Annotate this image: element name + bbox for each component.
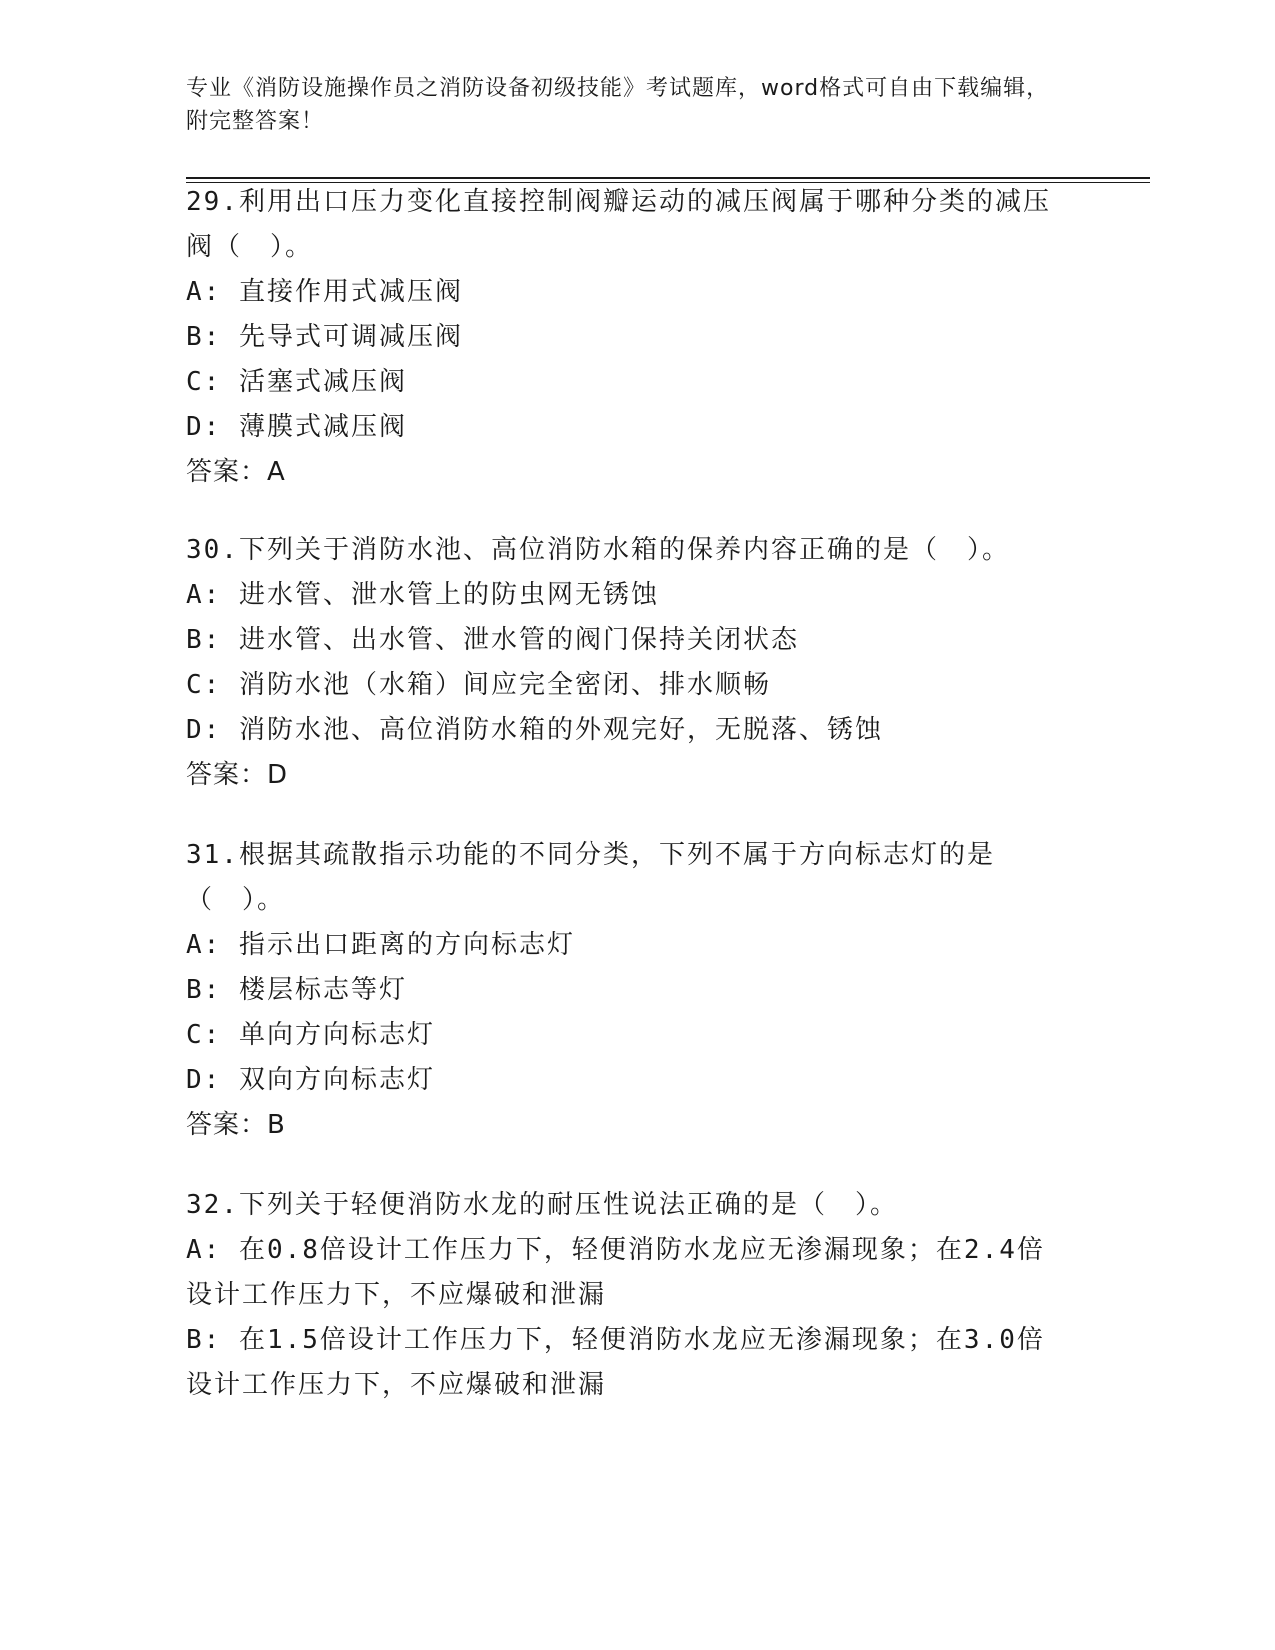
option-a: A: 指示出口距离的方向标志灯 bbox=[186, 930, 575, 960]
document-header bbox=[186, 72, 1066, 138]
question-stem: 29.利用出口压力变化直接控制阀瓣运动的减压阀属于哪种分类的减压阀（ ）。 bbox=[186, 187, 1051, 262]
option-d: D: 消防水池、高位消防水箱的外观完好，无脱落、锈蚀 bbox=[186, 715, 883, 745]
option-c: C: 单向方向标志灯 bbox=[186, 1020, 435, 1050]
option-a: A: 直接作用式减压阀 bbox=[186, 277, 463, 307]
option-a: A: 进水管、泄水管上的防虫网无锈蚀 bbox=[186, 580, 659, 610]
header-intro: 专业《消防设施操作员之消防设备初级技能》考试题库，word格式可自由下载编辑，附完整答案！ bbox=[186, 76, 1050, 134]
question-stem: 31.根据其疏散指示功能的不同分类，下列不属于方向标志灯的是（ ）。 bbox=[186, 840, 995, 915]
question-29 bbox=[186, 180, 1086, 495]
question-32 bbox=[186, 1183, 1086, 1408]
option-d: D: 双向方向标志灯 bbox=[186, 1065, 435, 1095]
option-b: B: 楼层标志等灯 bbox=[186, 975, 407, 1005]
answer: 答案：A bbox=[186, 457, 286, 487]
option-b: B: 进水管、出水管、泄水管的阀门保持关闭状态 bbox=[186, 625, 799, 655]
header-rule-thick bbox=[186, 177, 1150, 179]
question-stem: 30.下列关于消防水池、高位消防水箱的保养内容正确的是（ ）。 bbox=[186, 535, 1010, 565]
option-b: B: 先导式可调减压阀 bbox=[186, 322, 463, 352]
question-30 bbox=[186, 528, 1086, 798]
option-a: A: 在0.8倍设计工作压力下，轻便消防水龙应无渗漏现象；在2.4倍设计工作压力下，不应爆破和泄漏 bbox=[186, 1235, 1045, 1310]
question-stem: 32.下列关于轻便消防水龙的耐压性说法正确的是（ ）。 bbox=[186, 1190, 898, 1220]
option-c: C: 消防水池（水箱）间应完全密闭、排水顺畅 bbox=[186, 670, 771, 700]
option-b: B: 在1.5倍设计工作压力下，轻便消防水龙应无渗漏现象；在3.0倍设计工作压力下，不应爆破和泄漏 bbox=[186, 1325, 1045, 1400]
answer: 答案：D bbox=[186, 760, 289, 790]
answer: 答案：B bbox=[186, 1110, 286, 1140]
option-c: C: 活塞式减压阀 bbox=[186, 367, 407, 397]
option-d: D: 薄膜式减压阀 bbox=[186, 412, 407, 442]
question-31 bbox=[186, 833, 1086, 1148]
